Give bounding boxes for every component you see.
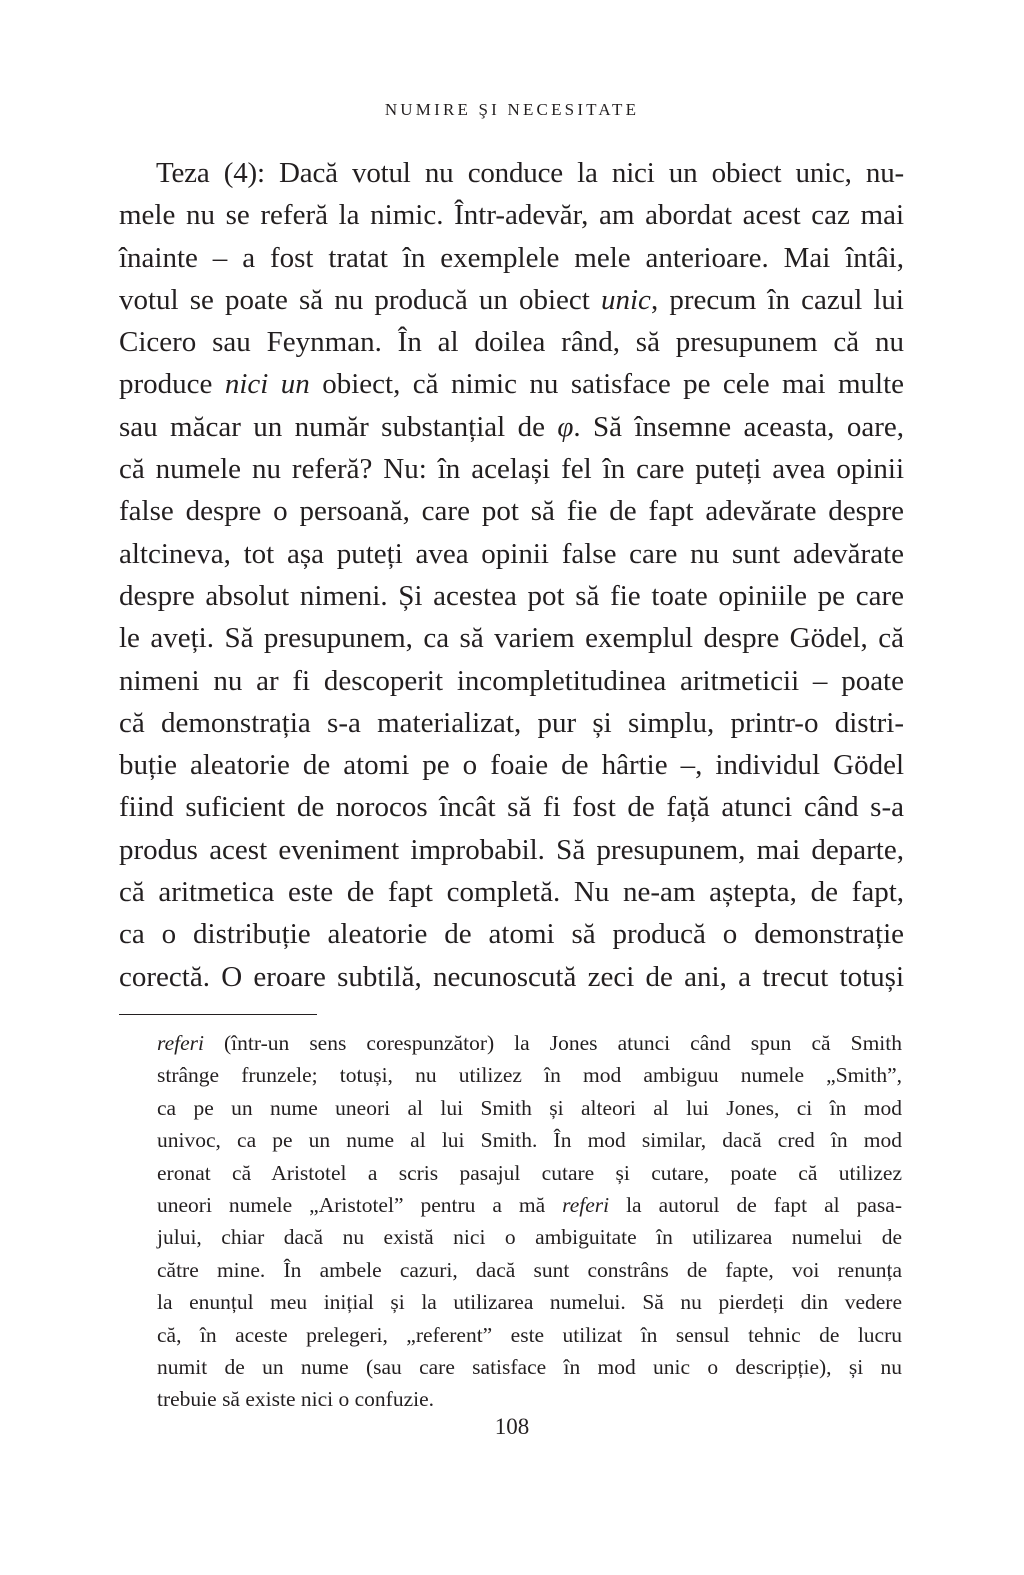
text-line: Teza (4): Dacă votul nu conduce la nici un obiect unic, nu- — [156, 157, 904, 189]
text-line: înainte – a fost tratat în exemplele mele anterioare. Mai întâi, — [119, 241, 904, 274]
text-line: despre absolut nimeni. Și acestea pot să fie toate opiniile pe care — [119, 579, 904, 612]
page-number: 108 — [494, 1414, 530, 1439]
footnote-separator — [119, 1014, 317, 1015]
footnote-line: trebuie să existe nici o confuzie. — [157, 1387, 435, 1412]
text-line: ca o distribuție aleatorie de atomi să producă o demonstrație — [119, 918, 904, 951]
text-line: le aveți. Să presupunem, ca să variem exemplul despre Gödel, că — [119, 622, 904, 655]
text-line: produce nici un obiect, că nimic nu satisface pe cele mai multe — [119, 368, 905, 401]
footnote — [157, 1027, 902, 1416]
footnote-line: uneori numele „Aristotel” pentru a mă referi la autorul de fapt al pasa- — [157, 1192, 902, 1217]
text-line: buție aleatorie de atomi pe o foaie de hârtie –, individul Gödel — [119, 749, 904, 782]
italic-emphasis: φ — [557, 410, 574, 443]
text-line: false despre o persoană, care pot să fie de fapt adevărate despre — [119, 495, 904, 528]
footnote-line: univoc, ca pe un nume al lui Smith. În mod similar, dacă cred în mod — [157, 1128, 902, 1153]
text-line: altcineva, tot așa puteți avea opinii false care nu sunt adevărate — [119, 537, 904, 570]
text-line: Cicero sau Feynman. În al doilea rând, să presupunem că nu — [119, 326, 904, 359]
text-line: că demonstrația s-a materializat, pur și simplu, printr-o distri- — [119, 706, 904, 739]
text-line: mele nu se referă la nimic. Într-adevăr, am abordat acest caz mai — [119, 199, 904, 232]
footnote-line: către mine. În ambele cazuri, dacă sunt constrâns de fapte, voi renunța — [157, 1257, 902, 1282]
footnote-line: strânge frunzele; totuși, nu utilizez în mod ambiguu numele „Smith”, — [157, 1063, 902, 1088]
footnote-line: eronat că Aristotel a scris pasajul cutare și cutare, poate că utilizez — [157, 1160, 902, 1185]
text-line: că aritmetica este de fapt completă. Nu ne-am aștepta, de fapt, — [119, 876, 904, 909]
running-title: NUMIRE ŞI NECESITATE — [384, 100, 640, 119]
text-line: corectă. O eroare subtilă, necunoscută zeci de ani, a trecut totuși — [119, 960, 904, 993]
text-line: votul se poate să nu producă un obiect unic, precum în cazul lui — [119, 283, 904, 316]
italic-emphasis: unic — [601, 283, 651, 316]
text-line: produs acest eveniment improbabil. Să presupunem, mai departe, — [119, 833, 904, 866]
text-line: nimeni nu ar fi descoperit incompletitudinea aritmeticii – poate — [119, 664, 904, 697]
text-line: sau măcar un număr substanțial de φ. Să însemne aceasta, oare, — [119, 410, 904, 443]
footnote-line: referi (într-un sens corespunzător) la Jones atunci când spun că Smith — [157, 1031, 902, 1055]
footnote-line: la enunțul meu inițial și la utilizarea numelui. Să nu pierdeți din vedere — [157, 1290, 902, 1315]
italic-emphasis: nici un — [224, 368, 310, 401]
italic-emphasis: referi — [562, 1192, 610, 1217]
footnote-line: jului, chiar dacă nu există nici o ambiguitate în utilizarea numelui de — [157, 1225, 902, 1250]
footnote-line: ca pe un nume uneori al lui Smith și alteori al lui Jones, ci în mod — [157, 1095, 902, 1120]
footnote-line: că, în aceste prelegeri, „referent” este utilizat în sensul tehnic de lucru — [157, 1322, 902, 1347]
italic-emphasis: referi — [157, 1031, 204, 1055]
text-line: fiind suficient de norocos încât să fi fost de față atunci când s-a — [119, 791, 904, 824]
footnote-line: numit de un nume (sau care satisface în mod unic o descripție), și nu — [157, 1354, 902, 1379]
main-text — [119, 152, 904, 998]
text-line: că numele nu referă? Nu: în același fel în care puteți avea opinii — [119, 453, 904, 486]
